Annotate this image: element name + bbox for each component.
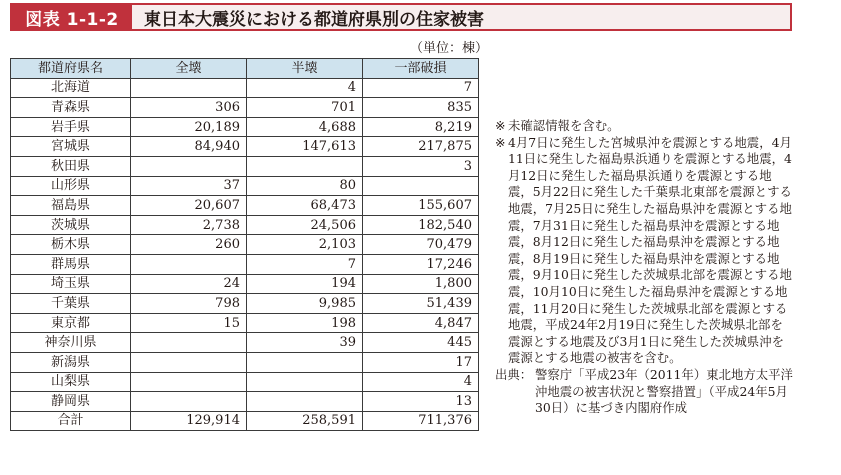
cell-prefecture: 宮城県	[11, 137, 131, 157]
notes-block	[495, 118, 795, 417]
cell-partial-damage: 17	[363, 352, 479, 372]
table-row	[11, 392, 479, 412]
cell-partial-damage: 8,219	[363, 117, 479, 137]
cell-half-collapse: 68,473	[247, 196, 363, 216]
cell-partial-damage: 3	[363, 156, 479, 176]
table-row	[11, 411, 479, 431]
table-row	[11, 156, 479, 176]
cell-partial-damage: 4	[363, 372, 479, 392]
cell-half-collapse: 7	[247, 254, 363, 274]
cell-prefecture: 栃木県	[11, 235, 131, 255]
table-row	[11, 235, 479, 255]
cell-prefecture: 千葉県	[11, 294, 131, 314]
cell-total-collapse	[131, 352, 247, 372]
source-text: 警察庁「平成23年（2011年）東北地方太平洋沖地震の被害状況と警察措置」（平成24年5月30日）に基づき内閣府作成	[535, 366, 793, 416]
cell-total-collapse: 24	[131, 274, 247, 294]
cell-prefecture: 北海道	[11, 78, 131, 98]
source-mark: 出典：	[495, 366, 533, 382]
cell-total-collapse	[131, 392, 247, 412]
table-row	[11, 176, 479, 196]
cell-half-collapse: 147,613	[247, 137, 363, 157]
cell-half-collapse: 39	[247, 333, 363, 353]
cell-total-collapse: 20,189	[131, 117, 247, 137]
table-row	[11, 117, 479, 137]
cell-half-collapse: 198	[247, 313, 363, 333]
cell-prefecture: 山梨県	[11, 372, 131, 392]
cell-partial-damage: 4,847	[363, 313, 479, 333]
cell-half-collapse	[247, 372, 363, 392]
table-row	[11, 294, 479, 314]
unit-label: （単位：棟）	[409, 41, 488, 56]
cell-half-collapse	[247, 392, 363, 412]
note-mark: ※	[495, 134, 506, 150]
cell-total-collapse	[131, 254, 247, 274]
cell-half-collapse: 2,103	[247, 235, 363, 255]
cell-prefecture: 福島県	[11, 196, 131, 216]
cell-prefecture: 合計	[11, 411, 131, 431]
note-text: 4月7日に発生した宮城県沖を震源とする地震，4月11日に発生した福島県浜通りを震源とする地震，4月12日に発生した福島県浜通りを震源とする地震，5月22日に発生した千葉県北東部を震源とする地震，7月25日に発生した福島県沖を震源とする地震，7月31日に発生した福島県沖を震源とする地震，8月12日に発生した福島県沖を震源とする地震，8月19日に発生した福島県沖を震源とする地震，9月10日に発生した茨城県北部を震源とする地震，10月10日に発生した福島県沖を震源とする地震，11月20日に発生した茨城県北部を震源とする地震，平成24年2月19日に発生した茨城県北部を震源とする地震及び3月1日に発生した茨城県沖を震源とする地震の被害を含む。	[508, 134, 792, 366]
header-half-collapse: 半壊	[247, 59, 363, 79]
note-item	[495, 118, 795, 135]
note-text: 未確認情報を含む。	[508, 118, 620, 133]
cell-prefecture: 山形県	[11, 176, 131, 196]
cell-total-collapse: 306	[131, 98, 247, 118]
cell-prefecture: 岩手県	[11, 117, 131, 137]
header-prefecture: 都道府県名	[11, 59, 131, 79]
cell-total-collapse: 37	[131, 176, 247, 196]
cell-half-collapse: 4	[247, 78, 363, 98]
cell-partial-damage: 51,439	[363, 294, 479, 314]
table-row	[11, 196, 479, 216]
cell-total-collapse	[131, 156, 247, 176]
cell-half-collapse: 80	[247, 176, 363, 196]
figure-title: 東日本大震災における都道府県別の住家被害	[144, 9, 484, 30]
cell-partial-damage: 182,540	[363, 215, 479, 235]
table-row	[11, 98, 479, 118]
header-partial-damage: 一部破損	[363, 59, 479, 79]
cell-half-collapse: 258,591	[247, 411, 363, 431]
cell-prefecture: 秋田県	[11, 156, 131, 176]
source-note	[495, 367, 795, 417]
cell-partial-damage: 70,479	[363, 235, 479, 255]
cell-total-collapse: 798	[131, 294, 247, 314]
cell-partial-damage: 835	[363, 98, 479, 118]
table-row	[11, 78, 479, 98]
housing-damage-table	[10, 58, 479, 431]
cell-total-collapse: 84,940	[131, 137, 247, 157]
table-row	[11, 372, 479, 392]
figure-label: 図表 1-1-2	[12, 5, 132, 29]
cell-prefecture: 青森県	[11, 98, 131, 118]
cell-prefecture: 茨城県	[11, 215, 131, 235]
cell-partial-damage: 445	[363, 333, 479, 353]
cell-half-collapse: 194	[247, 274, 363, 294]
cell-total-collapse: 260	[131, 235, 247, 255]
table-row	[11, 215, 479, 235]
cell-half-collapse	[247, 352, 363, 372]
cell-total-collapse: 129,914	[131, 411, 247, 431]
cell-half-collapse: 4,688	[247, 117, 363, 137]
cell-total-collapse	[131, 78, 247, 98]
cell-half-collapse: 701	[247, 98, 363, 118]
note-item	[495, 135, 795, 367]
table-header-row	[11, 59, 479, 79]
cell-partial-damage: 17,246	[363, 254, 479, 274]
cell-prefecture: 群馬県	[11, 254, 131, 274]
cell-partial-damage: 217,875	[363, 137, 479, 157]
figure-title-bar	[10, 3, 792, 31]
cell-partial-damage: 7	[363, 78, 479, 98]
cell-partial-damage: 155,607	[363, 196, 479, 216]
cell-partial-damage: 13	[363, 392, 479, 412]
cell-partial-damage	[363, 176, 479, 196]
table-row	[11, 333, 479, 353]
cell-partial-damage: 1,800	[363, 274, 479, 294]
cell-total-collapse: 2,738	[131, 215, 247, 235]
cell-partial-damage: 711,376	[363, 411, 479, 431]
table-row	[11, 313, 479, 333]
cell-prefecture: 新潟県	[11, 352, 131, 372]
cell-half-collapse: 9,985	[247, 294, 363, 314]
cell-prefecture: 静岡県	[11, 392, 131, 412]
cell-total-collapse	[131, 333, 247, 353]
cell-total-collapse: 20,607	[131, 196, 247, 216]
cell-half-collapse	[247, 156, 363, 176]
cell-prefecture: 東京都	[11, 313, 131, 333]
table-row	[11, 254, 479, 274]
table-row	[11, 274, 479, 294]
cell-half-collapse: 24,506	[247, 215, 363, 235]
table-row	[11, 352, 479, 372]
cell-prefecture: 埼玉県	[11, 274, 131, 294]
cell-total-collapse	[131, 372, 247, 392]
cell-prefecture: 神奈川県	[11, 333, 131, 353]
note-mark: ※	[495, 118, 506, 133]
table-row	[11, 137, 479, 157]
cell-total-collapse: 15	[131, 313, 247, 333]
header-total-collapse: 全壊	[131, 59, 247, 79]
